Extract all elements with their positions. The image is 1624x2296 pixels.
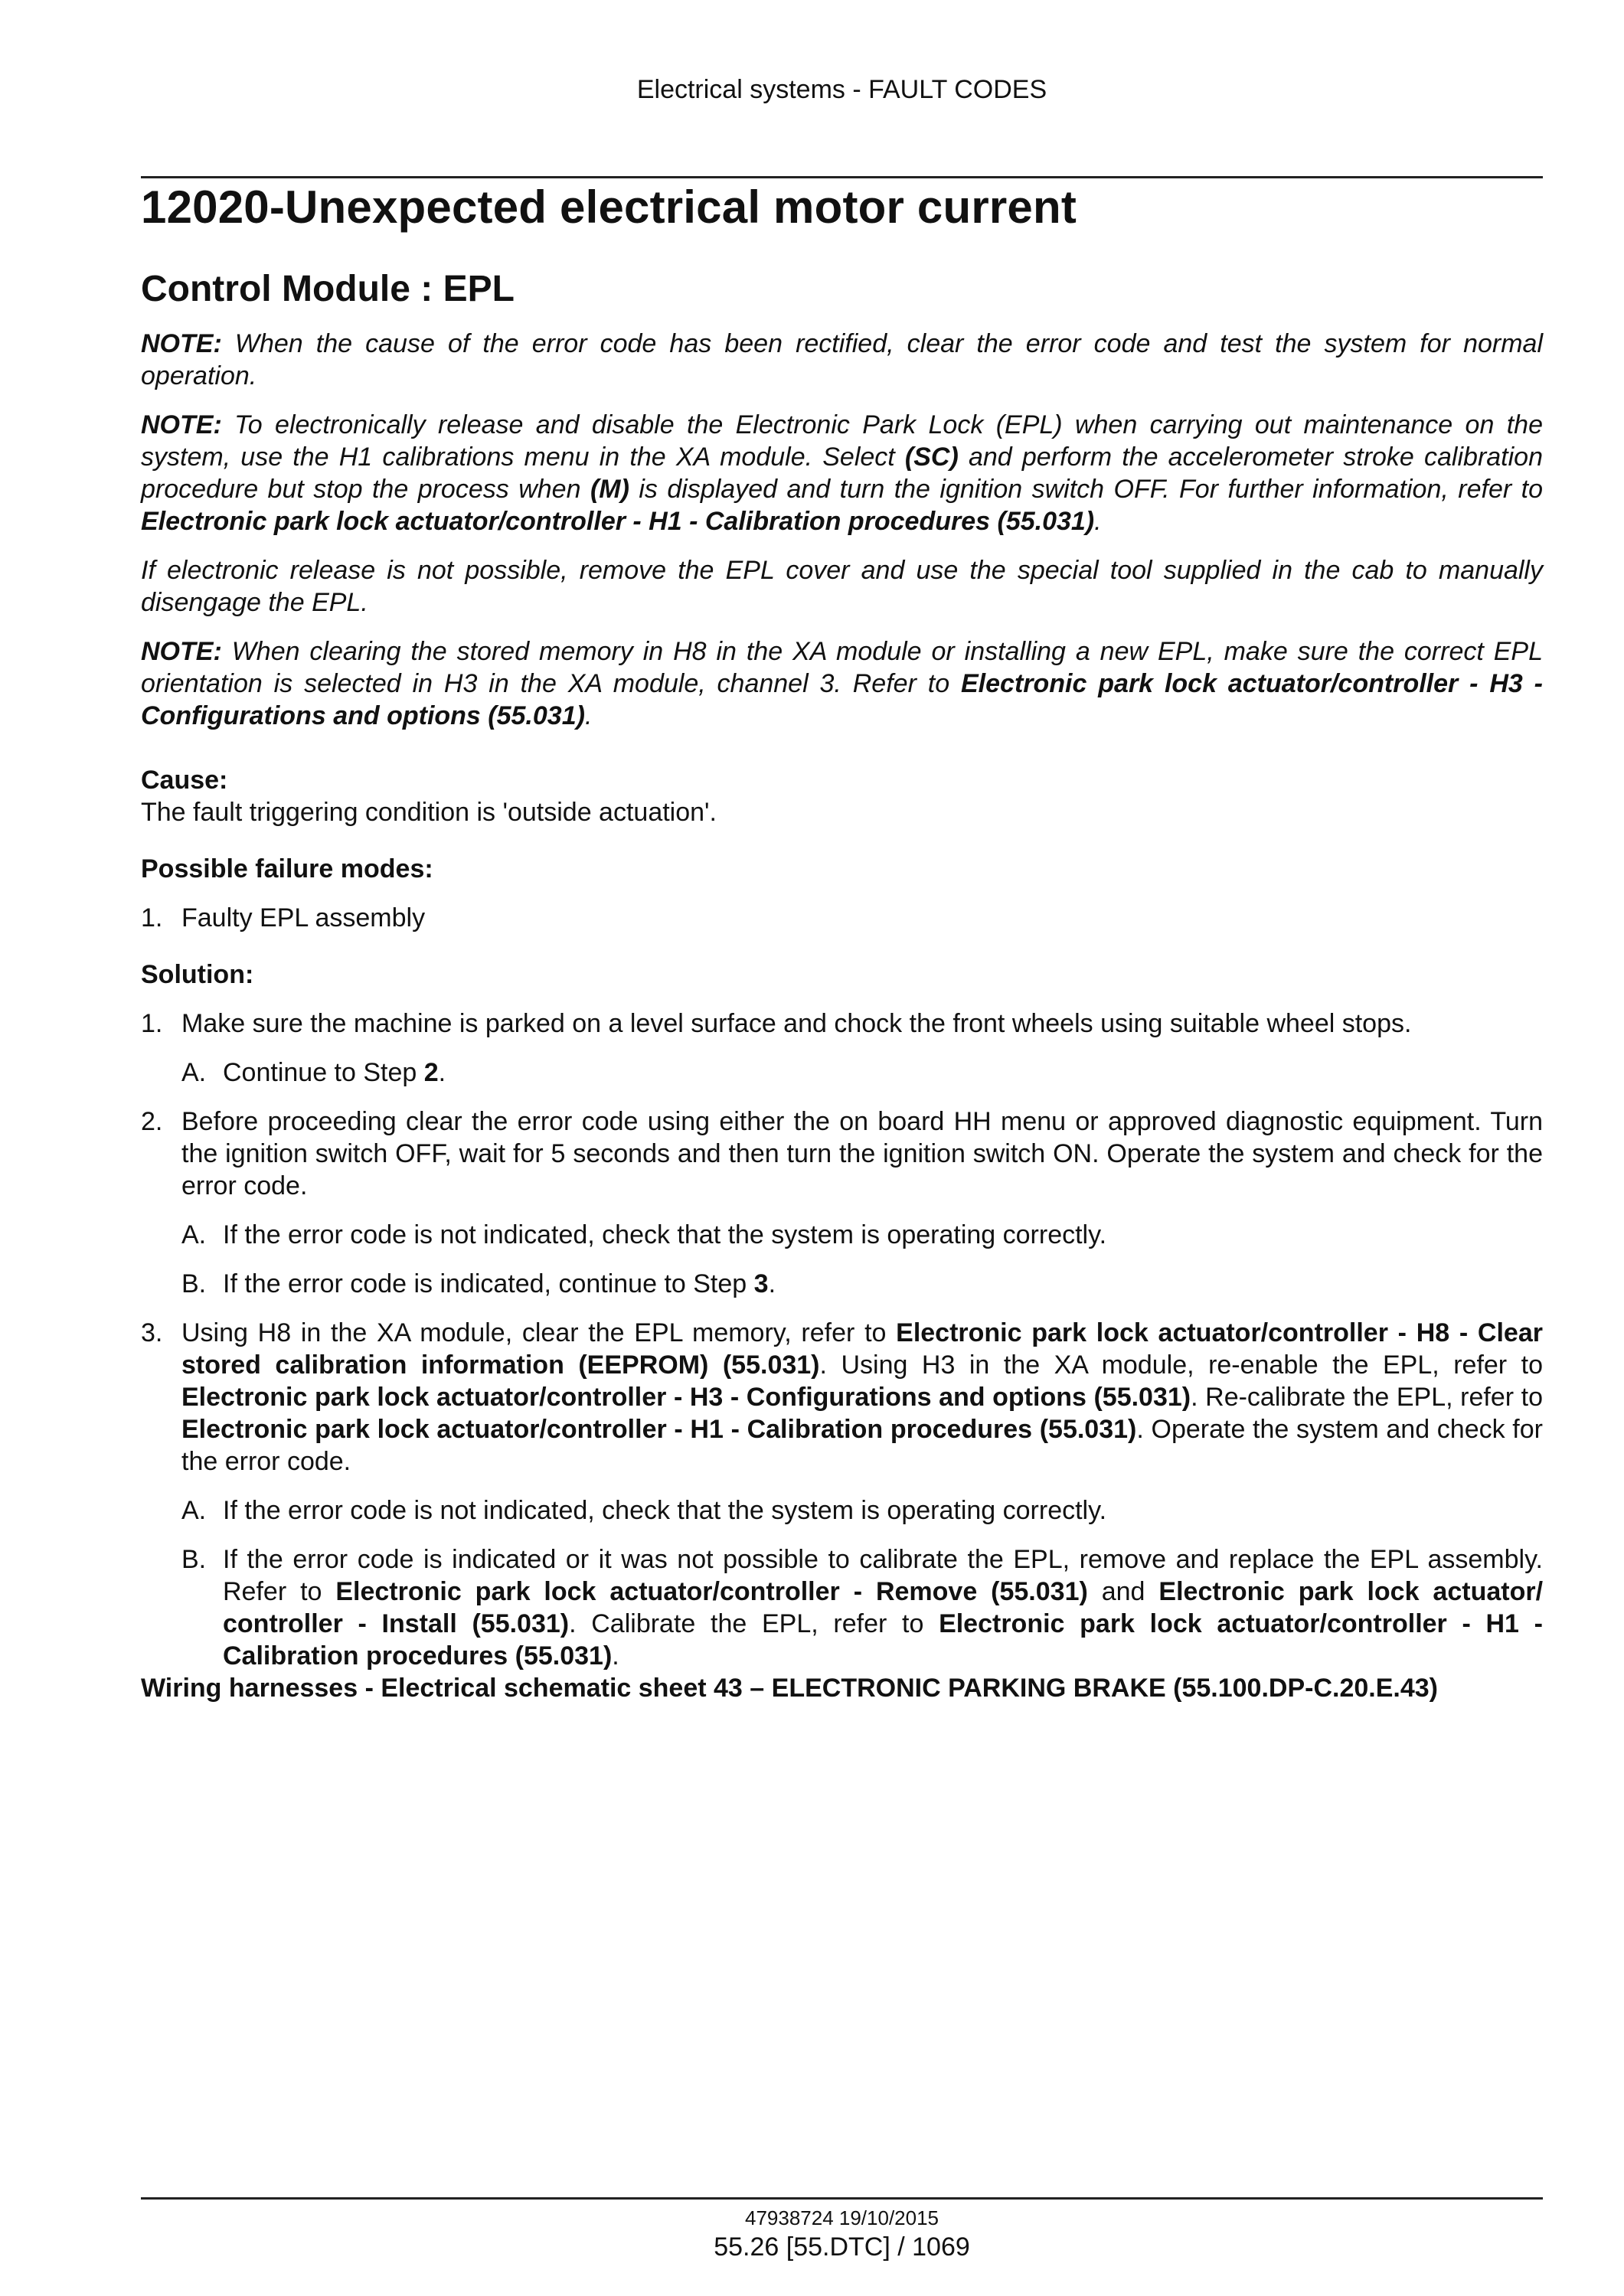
option-text: If the error code is not indicated, check that the system is operating correctly. (223, 1220, 1107, 1249)
step-number: 1. (141, 1009, 163, 1038)
step-text: . Operate the system and check for the error code. (181, 1415, 1543, 1476)
page-title: 12020-Unexpected electrical motor current (141, 181, 1077, 233)
option-letter: B. (181, 1269, 207, 1298)
note-text: is displayed and turn the ignition switch OFF. For further information, refer to (629, 475, 1543, 504)
note-text: When the cause of the error code has been rectified, clear the error code and test the system for normal operation. (141, 329, 1543, 390)
reference-link[interactable]: Electronic park lock actuator/controller - Remove (55.031) (335, 1577, 1088, 1606)
step-text: Using H8 in the XA module, clear the EPL memory, refer to (181, 1318, 897, 1347)
punctuation: . (768, 1269, 776, 1298)
step-text: . Re-calibrate the EPL, refer to (1191, 1383, 1543, 1412)
m-code: (M) (590, 475, 629, 504)
reference-link[interactable]: Electronic park lock actuator/ controller - Install (55.031) (223, 1577, 1544, 1638)
option-text: Continue to Step (223, 1058, 424, 1087)
step-2-option-a (141, 1219, 1543, 1251)
step-3-option-a (141, 1494, 1543, 1527)
footer-page-number: 55.26 [55.DTC] / 1069 (714, 2232, 970, 2262)
note-text: To electronically release and disable the Electronic Park Lock (EPL) when carrying out maintenance on the system, use the H1 calibrations menu in the XA module. Select (141, 410, 1543, 472)
footer-divider (141, 2197, 1543, 2200)
solution-step-2 (141, 1106, 1543, 1202)
control-module-heading: Control Module : EPL (141, 269, 515, 309)
punctuation: . (1094, 507, 1102, 536)
step-number: 3. (141, 1318, 163, 1347)
item-number: 1. (141, 903, 163, 932)
step-1-option-a (141, 1057, 1543, 1089)
reference-link[interactable]: Electronic park lock actuator/controller - H8 - Clear stored calibration information (EEPROM) (55.031) (181, 1318, 1543, 1380)
note-1 (141, 328, 1543, 392)
sc-code: (SC) (904, 443, 959, 472)
page-content (141, 328, 1543, 1704)
step-2-option-b (141, 1268, 1543, 1300)
solution-step-3 (141, 1317, 1543, 1478)
document-page (141, 0, 1543, 2296)
option-text: If the error code is indicated, continue to Step (223, 1269, 754, 1298)
punctuation: . (584, 701, 593, 730)
solution-step-1 (141, 1008, 1543, 1040)
note-text: When clearing the stored memory in H8 in the XA module or installing a new EPL, make sure the correct EPL orientation is selected in H3 in the XA module, channel 3. Refer to (141, 637, 1543, 698)
note-2 (141, 409, 1543, 537)
step-text: Make sure the machine is parked on a level surface and chock the front wheels using suitable wheel stops. (181, 1009, 1412, 1038)
option-text: If the error code is indicated or it was not possible to calibrate the EPL, remove and replace the EPL assembly. Refer to (223, 1545, 1543, 1606)
running-header: Electrical systems - FAULT CODES (636, 75, 1047, 104)
option-letter: A. (181, 1220, 207, 1249)
cause-label: Cause: (141, 766, 228, 795)
note-label: NOTE: (141, 410, 222, 439)
failure-modes-label: Possible failure modes: (141, 854, 433, 883)
reference-link[interactable]: Electronic park lock actuator/controller - H3 - Configurations and options (55.031) (141, 669, 1543, 730)
solution-label: Solution: (141, 960, 254, 989)
note-label: NOTE: (141, 637, 222, 666)
header-divider (141, 176, 1543, 178)
note-label: NOTE: (141, 329, 222, 358)
step-text: . Using H3 in the XA module, re-enable the EPL, refer to (819, 1350, 1543, 1380)
punctuation: . (438, 1058, 446, 1087)
step-link[interactable]: 2 (423, 1058, 439, 1087)
step-text: Before proceeding clear the error code using either the on board HH menu or approved diagnostic equipment. Turn the ignition switch OFF, wait for 5 seconds and then turn the ignition switch ON. Operate the system and check for the error code. (181, 1107, 1543, 1200)
reference-link[interactable]: Electronic park lock actuator/controller - H3 - Configurations and options (55.031) (181, 1383, 1191, 1412)
option-text: If the error code is not indicated, check that the system is operating correctly. (223, 1496, 1107, 1525)
option-letter: A. (181, 1058, 207, 1087)
punctuation: . (612, 1641, 619, 1671)
step-number: 2. (141, 1107, 163, 1136)
footer-document-id: 47938724 19/10/2015 (744, 2206, 939, 2229)
option-letter: A. (181, 1496, 207, 1525)
note-3: If electronic release is not possible, remove the EPL cover and use the special tool supplied in the cab to manually disengage the EPL. (141, 556, 1543, 617)
wiring-reference-link[interactable]: Wiring harnesses - Electrical schematic sheet 43 – ELECTRONIC PARKING BRAKE (55.100.DP-C.20.E.43) (141, 1674, 1438, 1703)
reference-link[interactable]: Electronic park lock actuator/controller - H1 - Calibration procedures (55.031) (223, 1609, 1543, 1671)
option-text: and (1087, 1577, 1159, 1606)
step-link[interactable]: 3 (753, 1269, 769, 1298)
reference-link[interactable]: Electronic park lock actuator/controller - H1 - Calibration procedures (55.031) (181, 1415, 1137, 1444)
item-text: Faulty EPL assembly (181, 903, 426, 932)
step-3-option-b (141, 1543, 1543, 1672)
option-text: . Calibrate the EPL, refer to (569, 1609, 939, 1638)
option-letter: B. (181, 1545, 207, 1574)
reference-link[interactable]: Electronic park lock actuator/controller - H1 - Calibration procedures (55.031) (141, 507, 1095, 536)
list-item (141, 902, 1543, 934)
note-4 (141, 635, 1543, 732)
cause-text: The fault triggering condition is 'outside actuation'. (141, 798, 717, 827)
note-text: and perform the accelerometer stroke calibration procedure but stop the process when (141, 443, 1543, 504)
